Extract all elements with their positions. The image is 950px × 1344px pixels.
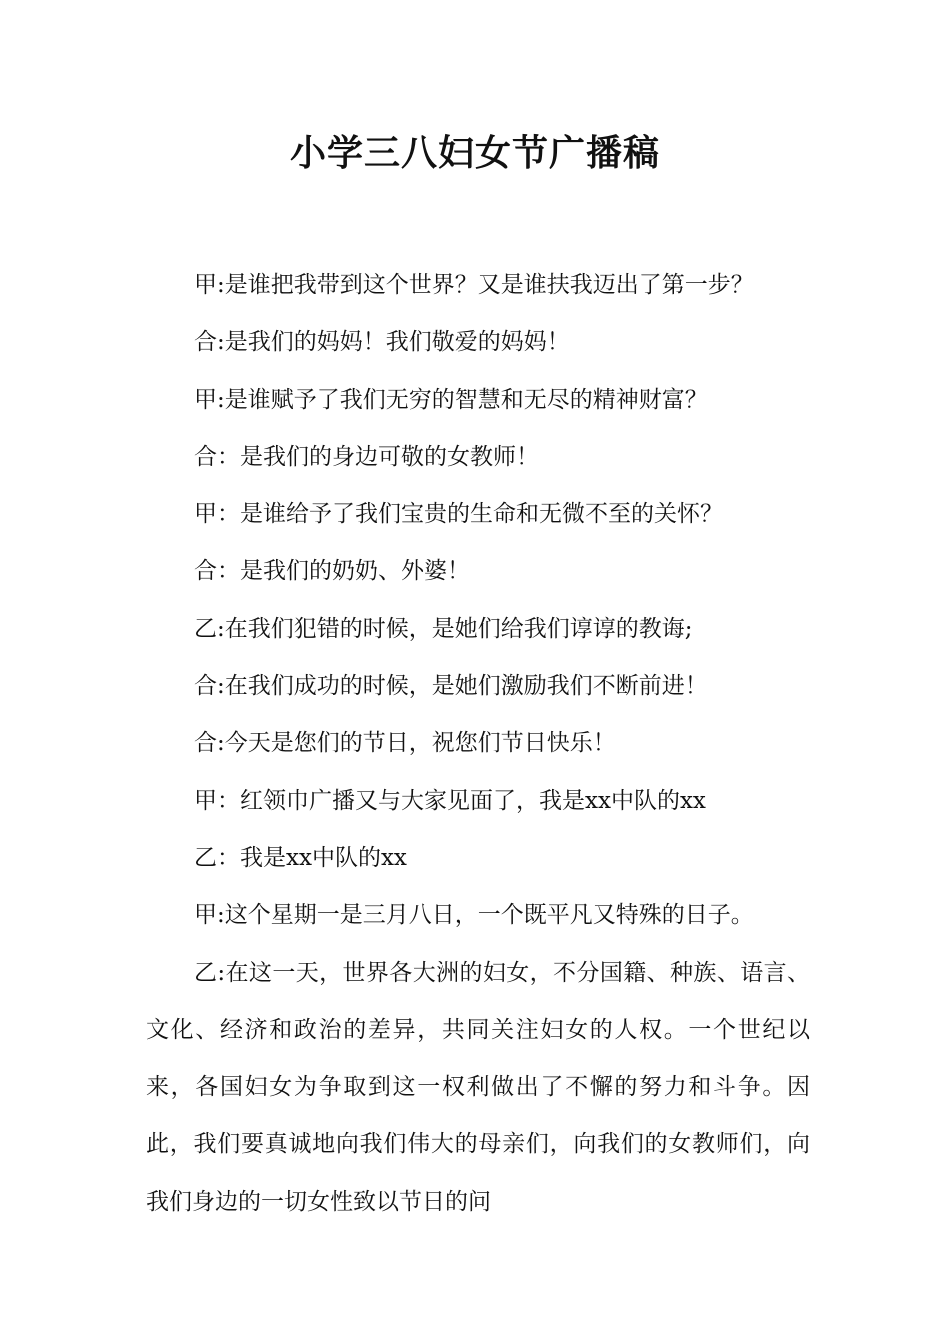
paragraph-7: 乙:在我们犯错的时候，是她们给我们谆谆的教诲;: [194, 615, 693, 642]
paragraph-12: 甲:这个星期一是三月八日，一个既平凡又特殊的日子。: [194, 902, 754, 929]
paragraph-10: 甲：红领巾广播又与大家见面了，我是xx中队的xx: [194, 787, 706, 814]
paragraph-2: 合:是我们的妈妈！我们敬爱的妈妈！: [194, 329, 570, 356]
paragraph-13: 乙:在这一天，世界各大洲的妇女，不分国籍、种族、语言、文化、经济和政治的差异，共同关注妇女的人权。一个世纪以来，各国妇女为争取到这一权利做出了不懈的努力和斗争。因此，我们要真诚地向我们伟大的母亲们，向我们的女教师们，向我们身边的一切女性致以节日的问: [146, 959, 810, 1215]
paragraph-6: 合：是我们的奶奶、外婆！: [194, 558, 470, 585]
paragraph-8: 合:在我们成功的时候，是她们激励我们不断前进！: [194, 673, 708, 700]
paragraph-11: 乙：我是xx中队的xx: [194, 844, 407, 871]
paragraph-3: 甲:是谁赋予了我们无穷的智慧和无尽的精神财富？: [194, 386, 708, 413]
paragraph-1: 甲:是谁把我带到这个世界？又是谁扶我迈出了第一步？: [194, 272, 754, 298]
paragraph-9: 合:今天是您们的节日，祝您们节日快乐！: [194, 730, 616, 757]
paragraph-5: 甲：是谁给予了我们宝贵的生命和无微不至的关怀？: [194, 501, 723, 528]
document-body: [146, 257, 810, 1231]
document-title: 小学三八妇女节广播稿: [289, 132, 660, 174]
paragraph-4: 合：是我们的身边可敬的女教师！: [194, 443, 539, 470]
